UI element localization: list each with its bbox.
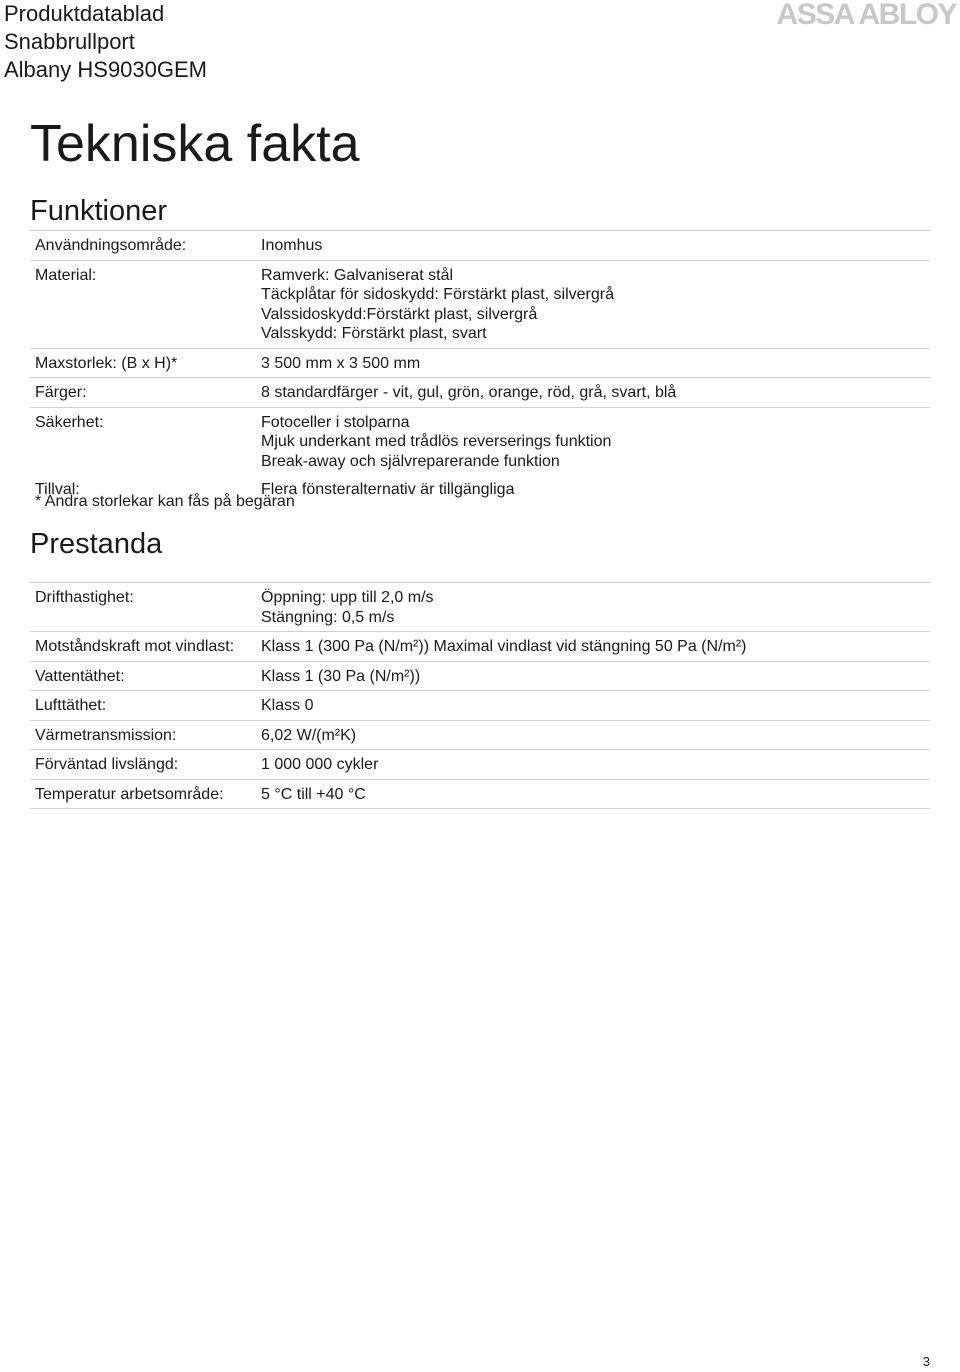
spec-value: 1 000 000 cykler	[261, 756, 379, 773]
spec-row	[30, 377, 930, 407]
spec-values	[261, 696, 930, 716]
spec-row	[30, 631, 930, 661]
spec-values	[261, 266, 930, 344]
spec-value: 5 °C till +40 °C	[261, 785, 366, 803]
brand-logo: ASSA ABLOY	[776, 0, 956, 31]
spec-row	[30, 260, 930, 348]
spec-values	[261, 236, 930, 256]
spec-label: Drifthastighet:	[35, 589, 134, 606]
spec-row	[30, 230, 930, 260]
spec-value: 8 standardfärger - vit, gul, grön, orange, röd, grå, svart, blå	[261, 384, 677, 401]
spec-label: Temperatur arbetsområde:	[35, 785, 224, 803]
page-title: Tekniska fakta	[30, 115, 360, 173]
product-category: Snabbrullport	[4, 29, 135, 54]
spec-row	[30, 661, 930, 691]
spec-table-prestanda	[30, 582, 930, 809]
spec-value: Klass 0	[261, 697, 314, 714]
spec-value: 3 500 mm x 3 500 mm	[261, 354, 421, 372]
spec-label: Användningsområde:	[35, 237, 187, 254]
spec-values	[261, 755, 930, 775]
spec-value: 6,02 W/(m²K)	[261, 726, 357, 744]
spec-label: Motståndskraft mot vindlast:	[35, 638, 235, 655]
spec-values	[261, 354, 930, 374]
spec-row	[30, 348, 930, 378]
spec-value: Mjuk underkant med trådlös reverserings funktion	[261, 433, 612, 450]
spec-value: Klass 1 (30 Pa (N/m²))	[261, 667, 421, 685]
spec-values	[261, 480, 930, 500]
spec-value: Täckplåtar för sidoskydd: Förstärkt plast, silvergrå	[261, 286, 615, 303]
spec-value: Inomhus	[261, 237, 323, 254]
spec-label: Färger:	[35, 384, 87, 401]
spec-label: Förväntad livslängd:	[35, 756, 179, 773]
spec-value: Öppning: upp till 2,0 m/s	[261, 589, 434, 606]
spec-label: Maxstorlek: (B x H)*	[35, 354, 178, 372]
section-title-prestanda: Prestanda	[30, 528, 163, 560]
spec-values	[261, 383, 930, 403]
spec-values	[261, 726, 930, 746]
document-type: Produktdatablad	[4, 1, 165, 26]
spec-value: Stängning: 0,5 m/s	[261, 608, 395, 626]
spec-label: Värmetransmission:	[35, 726, 177, 744]
spec-row	[30, 582, 930, 631]
spec-value: Valsskydd: Förstärkt plast, svart	[261, 325, 487, 342]
spec-values	[261, 667, 930, 687]
footnote: * Andra storlekar kan fås på begäran	[35, 493, 295, 510]
spec-label: Lufttäthet:	[35, 697, 107, 714]
spec-value: Flera fönsteralternativ är tillgängliga	[261, 481, 515, 498]
section-title-funktioner: Funktioner	[30, 195, 168, 227]
spec-row	[30, 690, 930, 720]
document-header	[4, 0, 207, 84]
spec-label: Vattentäthet:	[35, 667, 125, 685]
spec-row	[30, 779, 930, 810]
spec-value: Klass 1 (300 Pa (N/m²)) Maximal vindlast vid stängning 50 Pa (N/m²)	[261, 638, 747, 655]
spec-label: Material:	[35, 266, 97, 284]
spec-values	[261, 413, 930, 472]
spec-row	[30, 720, 930, 750]
page-number: 3	[922, 1354, 930, 1369]
product-model: Albany HS9030GEM	[4, 57, 207, 82]
spec-row	[30, 407, 930, 476]
spec-values	[261, 588, 930, 627]
spec-value: Break-away och självreparerande funktion	[261, 452, 560, 470]
spec-value: Ramverk: Galvaniserat stål	[261, 266, 454, 284]
spec-value: Valssidoskydd:Förstärkt plast, silvergrå	[261, 305, 538, 323]
spec-values	[261, 785, 930, 805]
spec-value: Fotoceller i stolparna	[261, 413, 410, 431]
spec-row	[30, 749, 930, 779]
spec-values	[261, 637, 930, 657]
spec-label: Tillval:	[35, 481, 80, 498]
spec-table-funktioner	[30, 230, 930, 504]
spec-label: Säkerhet:	[35, 413, 104, 431]
